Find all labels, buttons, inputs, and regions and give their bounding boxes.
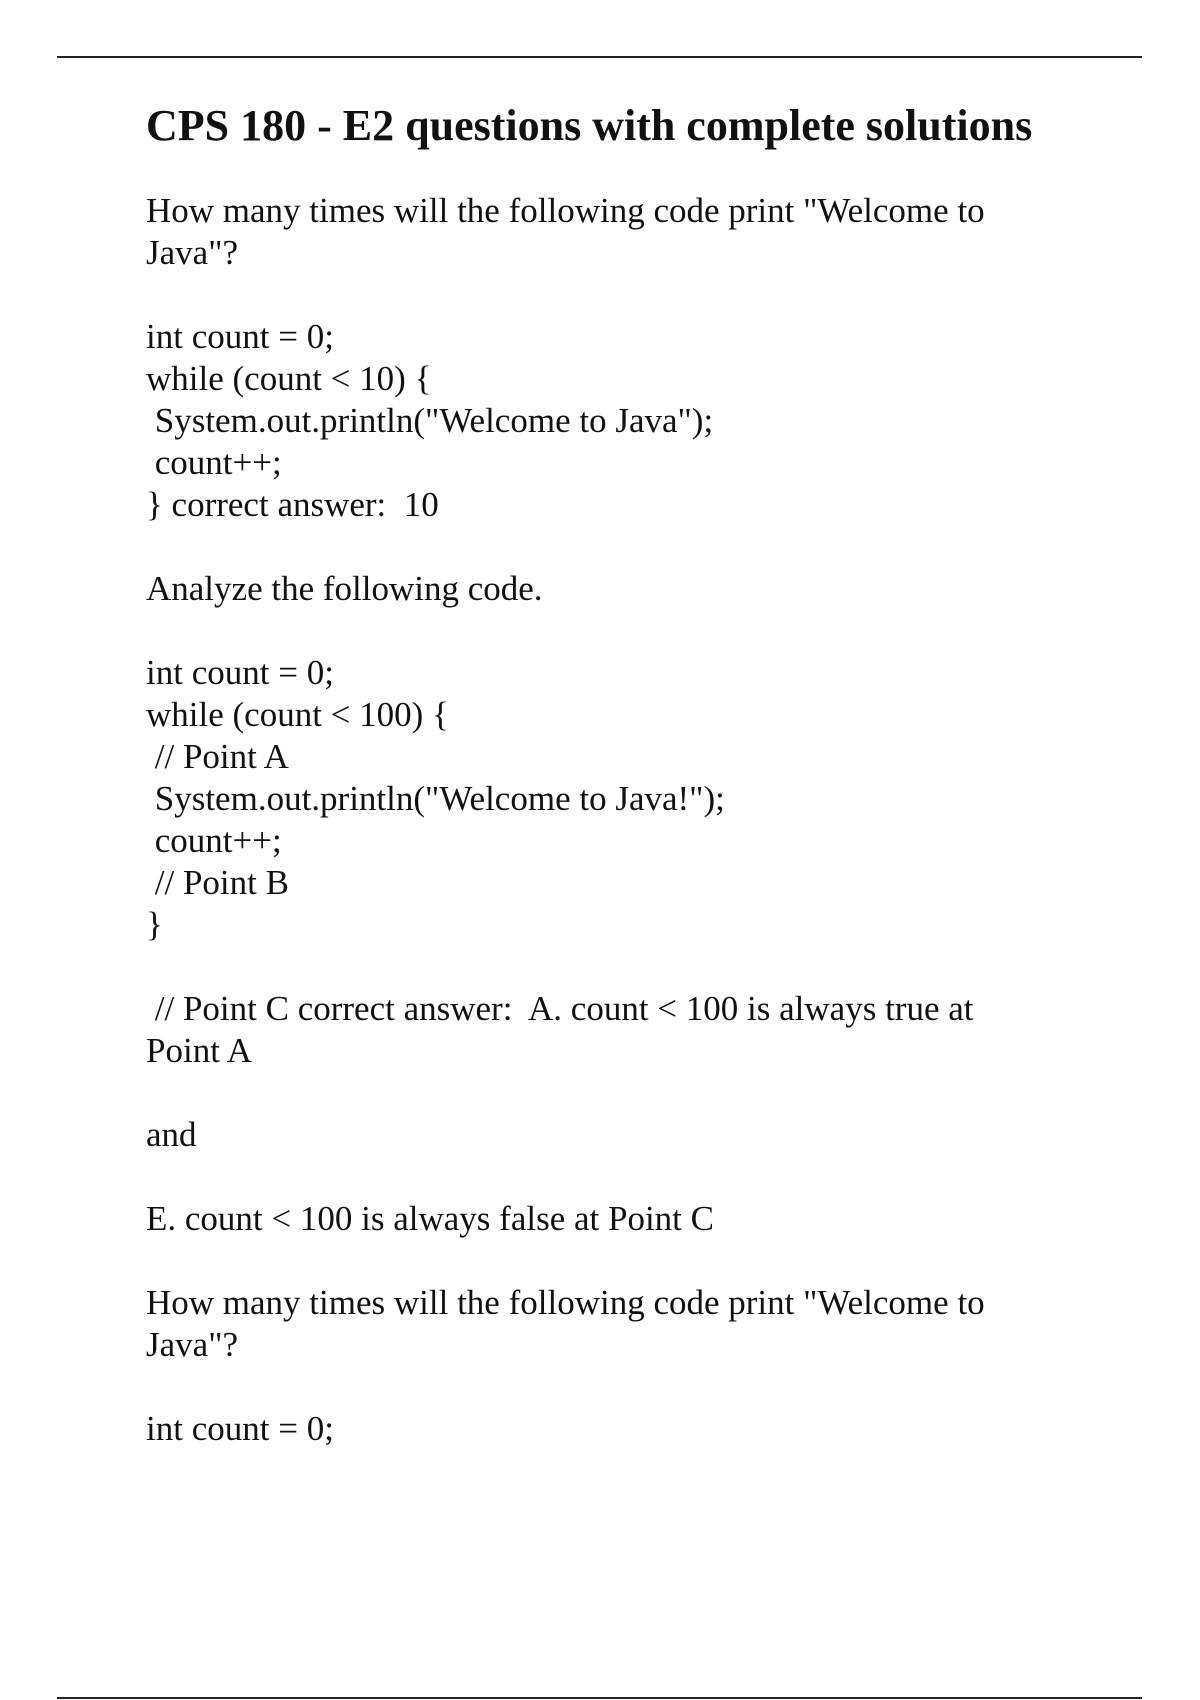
- q2-answer-line-1: // Point C correct answer: A. count < 100 is always true at: [146, 989, 974, 1028]
- q1-prompt-line-2: Java"?: [146, 233, 239, 272]
- blank-line: [146, 1366, 1076, 1408]
- q1-code-line-3: System.out.println("Welcome to Java");: [146, 401, 714, 440]
- blank-line: [146, 946, 1076, 988]
- q2-code-line-5: count++;: [146, 821, 282, 860]
- q2-answer-line-3: and: [146, 1115, 197, 1154]
- bottom-rule: [57, 1697, 1142, 1699]
- blank-line: [146, 526, 1076, 568]
- q2-code-line-4: System.out.println("Welcome to Java!");: [146, 779, 725, 818]
- blank-line: [146, 610, 1076, 652]
- q3-code-line-1: int count = 0;: [146, 1409, 334, 1448]
- q2-code-line-1: int count = 0;: [146, 653, 334, 692]
- q3-prompt-line-2: Java"?: [146, 1325, 239, 1364]
- q2-answer-line-4: E. count < 100 is always false at Point C: [146, 1199, 714, 1238]
- q2-code-line-6: // Point B: [146, 863, 289, 902]
- q2-prompt-line: Analyze the following code.: [146, 569, 543, 608]
- q1-code-line-4: count++;: [146, 443, 282, 482]
- q1-prompt-line-1: How many times will the following code print "Welcome to: [146, 191, 985, 230]
- q2-code-line-7: }: [146, 905, 163, 944]
- top-rule: [57, 56, 1142, 58]
- blank-line: [146, 274, 1076, 316]
- q1-code-line-2: while (count < 10) {: [146, 359, 432, 398]
- blank-line: [146, 1072, 1076, 1114]
- q2-code-line-2: while (count < 100) {: [146, 695, 449, 734]
- blank-line: [146, 1240, 1076, 1282]
- q1-answer-line: } correct answer: 10: [146, 485, 439, 524]
- q3-prompt-line-1: How many times will the following code print "Welcome to: [146, 1283, 985, 1322]
- document-title: CPS 180 - E2 questions with complete solutions: [146, 101, 1033, 150]
- q2-answer-line-2: Point A: [146, 1031, 253, 1070]
- title-spacer: [146, 156, 1076, 190]
- q1-code-line-1: int count = 0;: [146, 317, 334, 356]
- blank-line: [146, 1156, 1076, 1198]
- page-content: [146, 96, 1076, 1450]
- q2-code-line-3: // Point A: [146, 737, 289, 776]
